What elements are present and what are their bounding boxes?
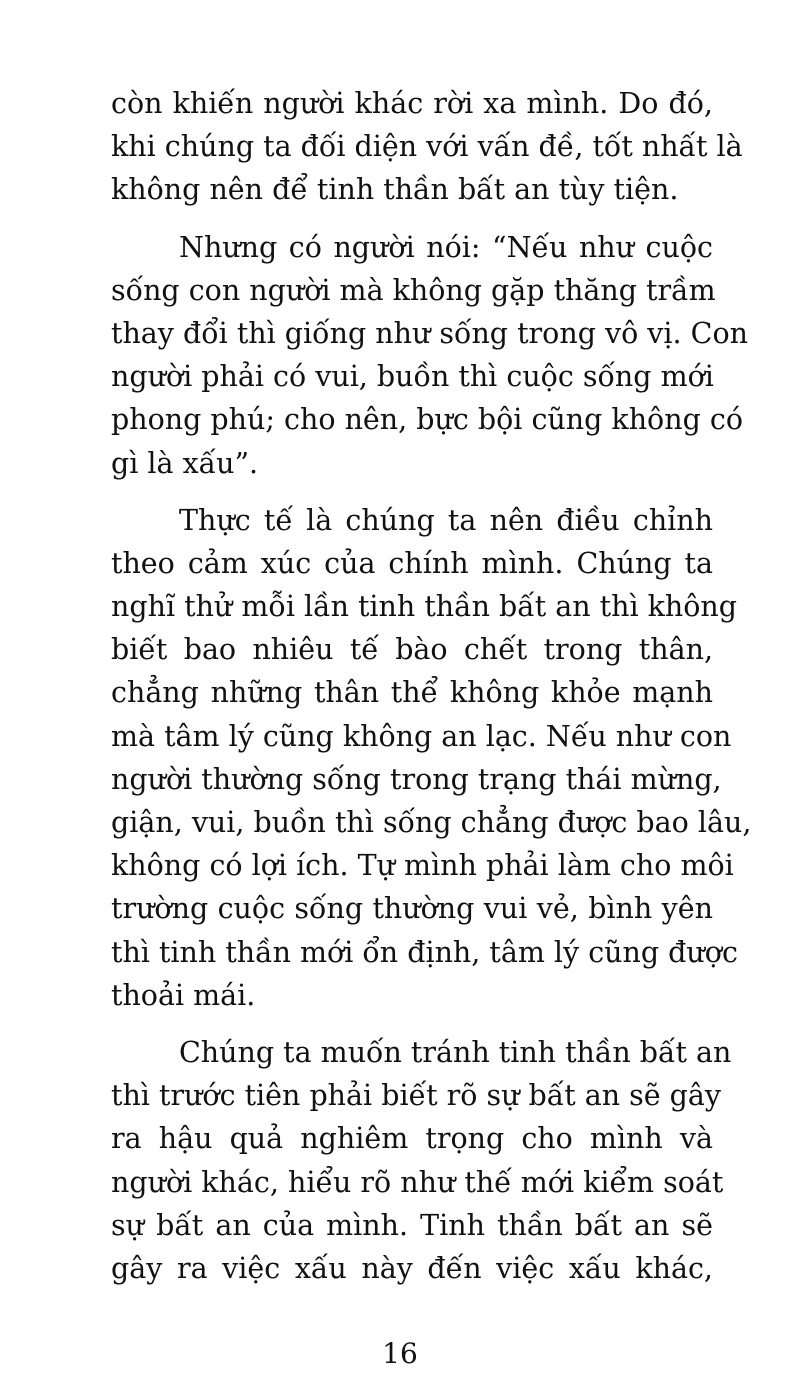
text-line: gì là xấu”.	[111, 446, 259, 480]
body-text	[111, 82, 752, 1290]
text-line: gây ra việc xấu này đến việc xấu khác,	[111, 1251, 713, 1285]
text-line: mà tâm lý cũng không an lạc. Nếu như con	[111, 719, 732, 753]
text-line: thì tinh thần mới ổn định, tâm lý cũng được	[111, 935, 738, 969]
text-line: không nên để tinh thần bất an tùy tiện.	[111, 173, 679, 207]
text-line: người phải có vui, buồn thì cuộc sống mới	[111, 360, 714, 394]
text-line: còn khiến người khác rời xa mình. Do đó,	[111, 87, 713, 120]
text-line: khi chúng ta đối diện với vấn đề, tốt nhất là	[111, 130, 743, 164]
text-line: theo cảm xúc của chính mình. Chúng ta	[111, 546, 713, 580]
text-line: không có lợi ích. Tự mình phải làm cho môi	[111, 849, 734, 883]
text-line: sự bất an của mình. Tinh thần bất an sẽ	[111, 1208, 713, 1242]
text-line: Thực tế là chúng ta nên điều chỉnh	[179, 503, 713, 537]
text-line: thì trước tiên phải biết rõ sự bất an sẽ gây	[111, 1079, 722, 1113]
paragraph	[111, 499, 752, 1017]
text-line: Chúng ta muốn tránh tinh thần bất an	[179, 1035, 732, 1069]
paragraph	[111, 82, 743, 212]
page-number: 16	[382, 1337, 418, 1370]
text-line: nghĩ thử mỗi lần tinh thần bất an thì không	[111, 590, 737, 624]
text-line: sống con người mà không gặp thăng trầm	[111, 273, 716, 307]
text-line: người thường sống trong trạng thái mừng,	[111, 762, 722, 796]
text-line: thay đổi thì giống như sống trong vô vị. Con	[111, 316, 748, 350]
text-line: chẳng những thân thể không khỏe mạnh	[111, 676, 713, 710]
text-line: giận, vui, buồn thì sống chẳng được bao lâu,	[111, 806, 752, 839]
paragraph	[111, 1031, 732, 1290]
text-line: biết bao nhiêu tế bào chết trong thân,	[111, 633, 713, 667]
text-line: trường cuộc sống thường vui vẻ, bình yên	[111, 892, 713, 926]
text-line: Nhưng có người nói: “Nếu như cuộc	[179, 230, 713, 264]
paragraph	[111, 226, 748, 485]
text-line: thoải mái.	[111, 978, 256, 1012]
text-line: người khác, hiểu rõ như thế mới kiểm soát	[111, 1165, 724, 1199]
text-line: phong phú; cho nên, bực bội cũng không có	[111, 403, 743, 437]
text-line: ra hậu quả nghiêm trọng cho mình và	[111, 1122, 713, 1156]
